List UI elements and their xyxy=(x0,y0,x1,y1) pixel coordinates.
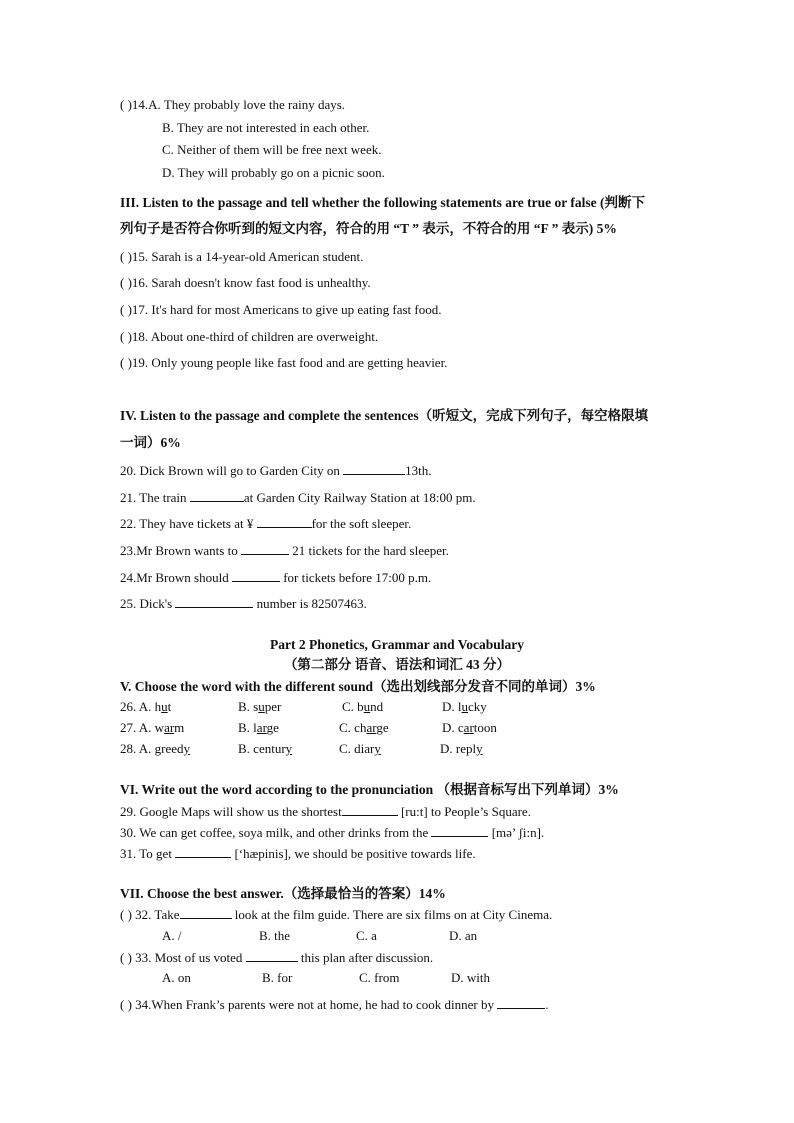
part2-subtitle: （第二部分 语音、语法和词汇 43 分） xyxy=(283,657,511,672)
q15-item: ( )15. Sarah is a 14-year-old American student. xyxy=(120,249,364,264)
q30-text: 30. We can get coffee, soya milk, and other drinks from the xyxy=(120,825,432,840)
q25-text: 25. Dick's xyxy=(120,596,176,611)
q32-text: ( ) 32. Take xyxy=(120,907,180,922)
q21-text-end: at Garden City Railway Station at 18:00 pm. xyxy=(243,490,476,505)
q32-option-d: D. an xyxy=(449,928,478,943)
q23-blank[interactable] xyxy=(241,542,289,555)
q20-text: 20. Dick Brown will go to Garden City on xyxy=(120,463,344,478)
q33-option-a: A. on xyxy=(162,970,191,985)
q24-line xyxy=(120,569,431,586)
q14-option-b: B. They are not interested in each other. xyxy=(162,120,370,135)
q32-text-end: look at the film guide. There are six films on at City Cinema. xyxy=(231,907,553,922)
q30-text-end: [mə’ ʃi:n]. xyxy=(488,825,545,840)
q33-option-c: C. from xyxy=(359,970,400,985)
q31-blank[interactable] xyxy=(175,845,231,858)
q26-option-d: D. lucky xyxy=(442,699,487,714)
q21-line xyxy=(120,489,476,506)
q25-text-end: number is 82507463. xyxy=(253,596,367,611)
q27-option-c: C. charge xyxy=(339,720,389,735)
q21-blank[interactable] xyxy=(190,489,244,502)
q32-option-c: C. a xyxy=(356,928,377,943)
q32-option-a: A. / xyxy=(162,928,182,943)
q28-option-b: B. century xyxy=(238,741,293,756)
sec6-heading: VI. Write out the word according to the pronunciation （根据音标写出下列单词）3% xyxy=(120,782,619,797)
q28-option-a: 28. A. greedy xyxy=(120,741,191,756)
q24-text-end: for tickets before 17:00 p.m. xyxy=(279,570,432,585)
sec4-heading-line1: IV. Listen to the passage and complete the sentences（听短文，完成下列句子，每空格限填 xyxy=(120,408,649,423)
q32-line xyxy=(120,906,552,923)
sec7-heading: VII. Choose the best answer.（选择最恰当的答案）14% xyxy=(120,886,446,901)
q34-blank[interactable] xyxy=(497,996,545,1009)
q32-option-b: B. the xyxy=(259,928,291,943)
q27-option-a: 27. A. warm xyxy=(120,720,185,735)
q14-option-d: D. They will probably go on a picnic soon. xyxy=(162,165,385,180)
q14-option-a: A. They probably love the rainy days. xyxy=(148,97,346,112)
q26-option-a: 26. A. hut xyxy=(120,699,172,714)
q31-text: 31. To get xyxy=(120,846,176,861)
q23-text-end: 21 tickets for the hard sleeper. xyxy=(288,543,449,558)
q18-item: ( )18. About one-third of children are overweight. xyxy=(120,329,379,344)
q33-option-d: D. with xyxy=(451,970,490,985)
q28-option-c: C. diary xyxy=(339,741,381,756)
q24-text: 24.Mr Brown should xyxy=(120,570,232,585)
sec3-heading-line1: III. Listen to the passage and tell whether the following statements are true or false (判断下 xyxy=(120,195,645,210)
q14-option-c: C. Neither of them will be free next week. xyxy=(162,142,382,157)
q17-item: ( )17. It's hard for most Americans to give up eating fast food. xyxy=(120,302,442,317)
q32-blank[interactable] xyxy=(180,906,232,919)
q34-text-end: . xyxy=(545,997,549,1012)
q20-text-end: 13th. xyxy=(405,463,432,478)
q27-option-d: D. cartoon xyxy=(442,720,497,735)
q20-blank[interactable] xyxy=(343,462,405,475)
q29-text-end: [ru:t] to People’s Square. xyxy=(397,804,531,819)
q29-text: 29. Google Maps will show us the shortest xyxy=(120,804,342,819)
q28-option-d: D. reply xyxy=(440,741,483,756)
q22-blank[interactable] xyxy=(257,515,312,528)
q30-blank[interactable] xyxy=(431,824,488,837)
q26-option-b: B. super xyxy=(238,699,282,714)
q33-text-end: this plan after discussion. xyxy=(297,950,434,965)
q27-option-b: B. large xyxy=(238,720,279,735)
q26-option-c: C. bund xyxy=(342,699,384,714)
q34-text: ( ) 34.When Frank’s parents were not at home, he had to cook dinner by xyxy=(120,997,498,1012)
q31-text-end: [‘hæpinis], we should be positive towards life. xyxy=(231,846,476,861)
q29-blank[interactable] xyxy=(342,803,398,816)
part2-title: Part 2 Phonetics, Grammar and Vocabulary xyxy=(270,637,524,652)
q33-blank[interactable] xyxy=(246,949,298,962)
q16-item: ( )16. Sarah doesn't know fast food is unhealthy. xyxy=(120,275,371,290)
q22-text: 22. They have tickets at ¥ xyxy=(120,516,257,531)
sec5-heading: V. Choose the word with the different sound（选出划线部分发音不同的单词）3% xyxy=(120,679,596,694)
q22-line xyxy=(120,515,411,532)
q23-text: 23.Mr Brown wants to xyxy=(120,543,241,558)
q29-line xyxy=(120,803,531,820)
q33-option-b: B. for xyxy=(262,970,293,985)
q31-line xyxy=(120,845,476,862)
q21-text: 21. The train xyxy=(120,490,190,505)
q23-line xyxy=(120,542,449,559)
sec3-heading-line2: 列句子是否符合你听到的短文内容，符合的用 “T ” 表示，不符合的用 “F ” 表示) 5% xyxy=(120,221,617,236)
q33-line xyxy=(120,949,433,966)
q33-text: ( ) 33. Most of us voted xyxy=(120,950,246,965)
sec4-heading-line2: 一词）6% xyxy=(120,435,181,450)
q14-number: ( )14. xyxy=(120,97,149,112)
q14-line-a xyxy=(120,97,345,113)
q25-line xyxy=(120,595,367,612)
q19-item: ( )19. Only young people like fast food and are getting heavier. xyxy=(120,355,448,370)
q20-line xyxy=(120,462,432,479)
q22-text-end: for the soft sleeper. xyxy=(311,516,412,531)
q25-blank[interactable] xyxy=(175,595,253,608)
q30-line xyxy=(120,824,544,841)
q24-blank[interactable] xyxy=(232,569,280,582)
q34-line xyxy=(120,996,549,1013)
